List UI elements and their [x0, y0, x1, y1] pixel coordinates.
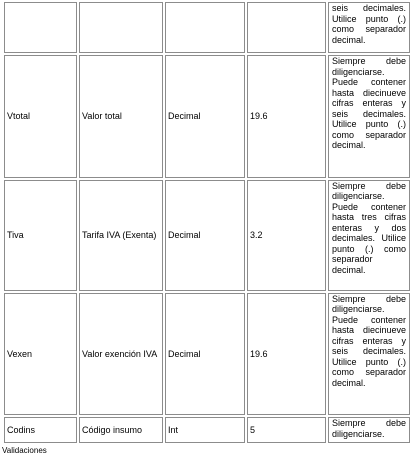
field-type-cell: [165, 2, 245, 53]
field-type-cell: Decimal: [165, 55, 245, 177]
field-description-cell: [328, 293, 410, 415]
field-type-cell: Decimal: [165, 180, 245, 291]
field-description-text: Siempre debe diligenciarse.: [332, 418, 406, 439]
field-description-text: Siempre debe diligenciarse. Puede contener hasta tres cifras enteras y dos decimales. Utilice punto (.) como separador decimal.: [332, 180, 406, 275]
field-spec-table: [2, 0, 412, 445]
field-description-text: Siempre debe diligenciarse. Puede contener hasta diecinueve cifras enteras y seis decimales. Utilice punto (.) como separador decimal.: [332, 293, 406, 388]
table-row: [4, 293, 410, 415]
field-code-cell: Codins: [4, 417, 77, 443]
field-description-cell: [328, 55, 410, 177]
field-code-cell: Tiva: [4, 180, 77, 291]
field-name-cell: Código insumo: [79, 417, 163, 443]
field-length-cell: 5: [247, 417, 326, 443]
field-name-cell: Valor total: [79, 55, 163, 177]
field-code-cell: Vtotal: [4, 55, 77, 177]
field-description-text: seis decimales. Utilice punto (.) como separador decimal.: [332, 3, 406, 45]
field-length-cell: 3.2: [247, 180, 326, 291]
field-name-cell: Tarifa IVA (Exenta): [79, 180, 163, 291]
table-row: [4, 55, 410, 177]
section-heading: Validaciones: [2, 446, 47, 453]
field-description-text: Siempre debe diligenciarse. Puede contener hasta diecinueve cifras enteras y seis decimales. Utilice punto (.) como separador decimal.: [332, 56, 406, 151]
field-length-cell: 19.6: [247, 293, 326, 415]
table-row: [4, 417, 410, 443]
field-code-cell: Vexen: [4, 293, 77, 415]
field-type-cell: Int: [165, 417, 245, 443]
field-length-cell: [247, 2, 326, 53]
field-description-cell: [328, 2, 410, 53]
table-row: [4, 180, 410, 291]
field-description-cell: [328, 180, 410, 291]
table-row: [4, 2, 410, 53]
field-length-cell: 19.6: [247, 55, 326, 177]
field-description-cell: [328, 417, 410, 443]
field-name-cell: [79, 2, 163, 53]
field-name-cell: Valor exención IVA: [79, 293, 163, 415]
field-type-cell: Decimal: [165, 293, 245, 415]
field-code-cell: [4, 2, 77, 53]
